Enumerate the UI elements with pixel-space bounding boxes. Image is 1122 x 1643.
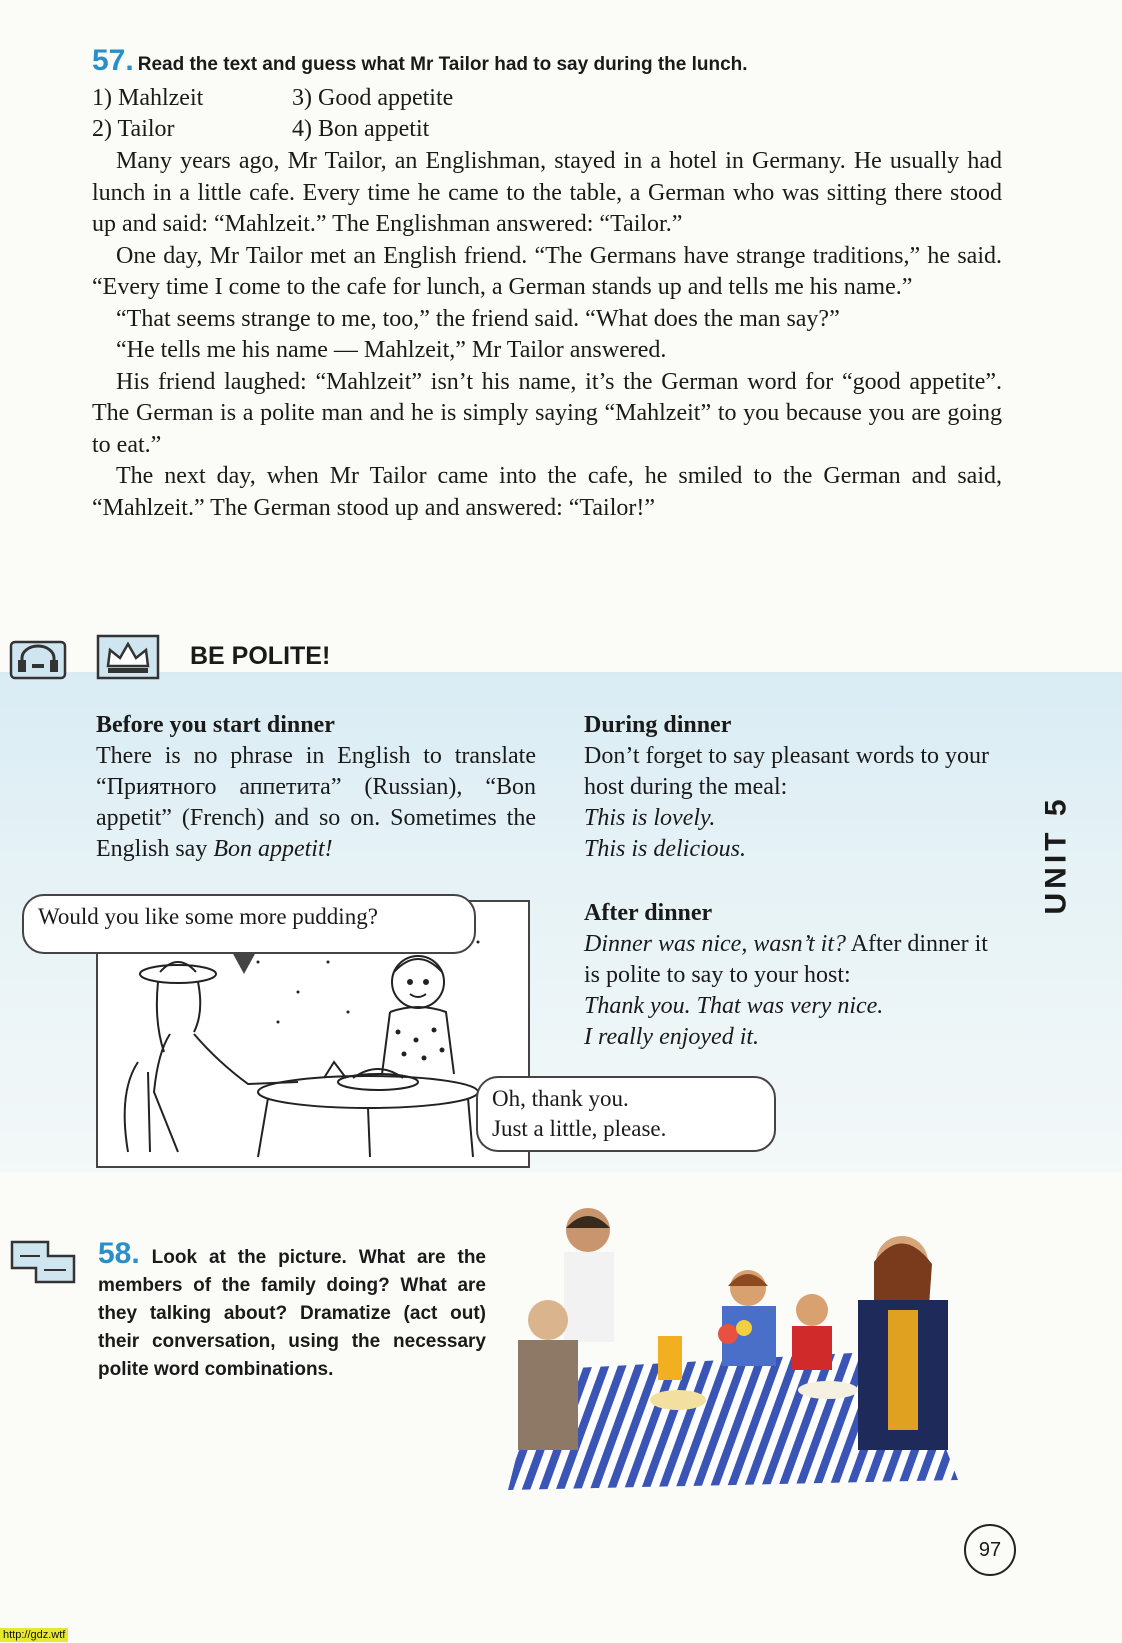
before-dinner-block: [96, 710, 536, 865]
before-dinner-heading: Before you start dinner: [96, 712, 335, 738]
story-paragraph: The next day, when Mr Tailor came into the cafe, he smiled to the German and said, “Mahlzeit.” The German stood up and answered: “Tailor!”: [92, 463, 1002, 521]
unit-tab: [1016, 790, 1096, 920]
story-paragraph: His friend laughed: “Mahlzeit” isn’t his name, it’s the German word for “good appetite”. The German is a polite man and he is simply saying “Mahlzeit” to you because you are going to eat.”: [92, 368, 1002, 458]
ex57-story: [92, 146, 1002, 524]
ex58-number: 58.: [98, 1237, 140, 1270]
during-dinner-phrase-2: This is delicious.: [584, 836, 747, 862]
story-paragraph: One day, Mr Tailor met an English friend. “The Germans have strange traditions,” he said. “Every time I come to the cafe for lunch, a German stands up and tells me his name.”: [92, 242, 1002, 300]
ex57-option-2: 2) Tailor: [92, 116, 175, 142]
guest-reply-line-2: Just a little, please.: [492, 1116, 667, 1141]
page-number: 97: [964, 1524, 1016, 1576]
before-dinner-text: There is no phrase in English to translate “Приятного аппетита” (Russian), “Bon appetit” (French) and so on. Sometimes the English say: [96, 743, 536, 862]
ex57-header: [92, 44, 972, 78]
polite-title: BE POLITE!: [190, 642, 331, 670]
ex57-option-3: 3) Good appetite: [292, 85, 454, 111]
speech-bubble-guest: [476, 1076, 776, 1152]
story-paragraph: “He tells me his name — Mahlzeit,” Mr Tailor answered.: [116, 337, 667, 363]
ex57-option-1: 1) Mahlzeit: [92, 85, 204, 111]
listening-icon: [8, 636, 68, 682]
during-dinner-block: [584, 710, 994, 865]
story-paragraph: “That seems strange to me, too,” the friend said. “What does the man say?”: [116, 305, 840, 332]
before-dinner-phrase: Bon appetit!: [213, 836, 333, 862]
ex57-number: 57.: [92, 44, 134, 77]
dialogue-icon: [10, 1236, 76, 1286]
after-dinner-phrase-2: I really enjoyed it.: [584, 1024, 760, 1050]
guest-reply-line-1: Oh, thank you.: [492, 1086, 629, 1111]
after-dinner-heading: After dinner: [584, 900, 713, 926]
speech-bubble-host: Would you like some more pudding?: [22, 894, 476, 954]
after-dinner-text: After dinner it is polite to say to your host:: [584, 931, 988, 988]
unit-label: UNIT 5: [1039, 795, 1073, 915]
speech-bubble-tail: [232, 952, 256, 974]
after-dinner-question: Dinner was nice, wasn’t it?: [584, 931, 846, 957]
footer-url: http://gdz.wtf: [0, 1628, 68, 1642]
family-photo: [508, 1200, 988, 1490]
ex57-option-4: 4) Bon appetit: [292, 116, 430, 142]
ex58-text: Look at the picture. What are the members of the family doing? What are they talking about? Dramatize (act out) their conversation, using the necessary polite word combinations.: [98, 1247, 486, 1380]
story-paragraph: Many years ago, Mr Tailor, an Englishman, stayed in a hotel in Germany. He usually had lunch in a little cafe. Every time he came to the table, a German who was sitting there stood up and said: “Mahlzeit.” The Englishman answered: “Tailor.”: [92, 148, 1002, 237]
during-dinner-text: Don’t forget to say pleasant words to your host during the meal:: [584, 743, 990, 800]
during-dinner-phrase-1: This is lovely.: [584, 805, 716, 831]
crown-icon: [96, 632, 160, 682]
ex57-instruction: Read the text and guess what Mr Tailor had to say during the lunch.: [137, 54, 748, 75]
after-dinner-block: [584, 898, 994, 1053]
after-dinner-phrase-1: Thank you. That was very nice.: [584, 993, 884, 1019]
during-dinner-heading: During dinner: [584, 712, 732, 738]
ex58-block: [98, 1237, 486, 1384]
